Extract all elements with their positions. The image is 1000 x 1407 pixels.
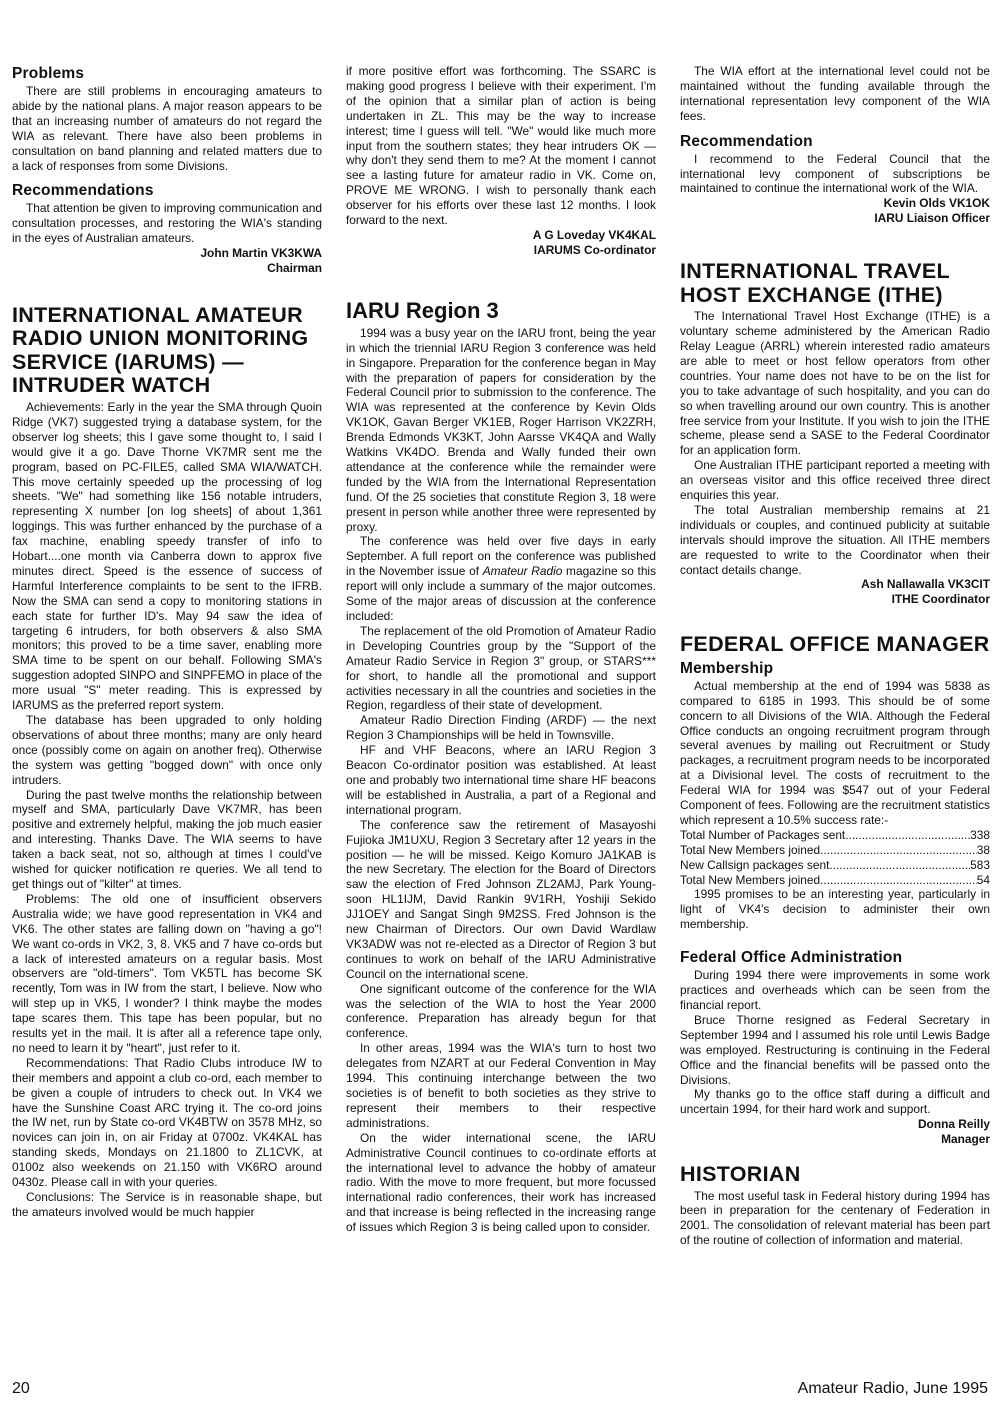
iaru-region3-heading: IARU Region 3 [346,297,499,323]
membership-paragraph: 1995 promises to be an interesting year, particularly in light of VK4's decision to administer their own membership. [680,887,990,932]
administration-paragraph: During 1994 there were improvements in some work practices and overheads which can be seen from the financial report. [680,968,990,1012]
iaru-paragraph: The conference was held over five days in early September. A full report on the conference was published in the November issue of Amateur Radio magazine so this report will only include a summary of the major outcomes. Some of the major areas of discussion at the conference included: [346,534,657,623]
recommendations-paragraph: That attention be given to improving communication and consultation processes, and restoring the WIA's standing in the eyes of Australian amateurs. [12,201,322,246]
iaru-paragraph: The replacement of the old Promotion of Amateur Radio in Developing Countries group by the "Support of the Amateur Radio Service in Region 3" group, or STARS*** for short, to handle all the promotional and support activities necessary in all the countries and societies in the Region, regardless of their state of development. [346,623,656,713]
signature-title: Manager [941,1132,990,1147]
page-number: 20 [12,1380,30,1397]
federal-office-manager-heading: FEDERAL OFFICE MANAGER [680,632,990,657]
historian-paragraph: The most useful task in Federal history during 1994 has been in preparation for the centenary of Federation in 2001. The consolidation of relevant material has been part of the routine of collection of information and material. [680,1188,990,1248]
iarums-paragraph: Problems: The old one of insufficient observers Australia wide; we have good representation in VK4 and VK6. The other states are falling down on "having a go"! We want co-ords in VK2, 3, 8. VK5 and 7 have co-ords but a lack of interested amateurs on a regular basis. Most observers are "old-timers". Tom VK5TL has become SK recently, Tom was in IW from the start, I believe. Now who will step up in VK5, I wonder? I think maybe the modes tape scares them. This tape has been popular, but no results yet in the mail. It is after all a reference tape only, no need to learn it by "heart", just refer to it. [12,891,322,1055]
problems-paragraph: There are still problems in encouraging amateurs to abide by the national plans. A major reason appears to be that an increasing number of amateurs do not regard the WIA as relevant. There have also been problems in consultation on band planning and related matters due to a lack of responses from some Divisions. [12,84,322,173]
signature-title: IARUMS Co-ordinator [533,242,656,257]
iaru-continued-paragraph: The WIA effort at the international level could not be maintained without the funding available through the international representation levy component of the WIA fees. [680,64,990,123]
administration-paragraph: Bruce Thorne resigned as Federal Secretary in September 1994 and I assumed his role until Lewis Badge was employed. Restructuring is continuing in the Federal Office and the financial benefits will be passed onto the Divisions. [680,1012,990,1087]
signature-name: John Martin VK3KWA [200,246,322,261]
signature-name: Donna Reilly [917,1117,990,1132]
iaru-paragraph: On the wider international scene, the IARU Administrative Council continues to co-ordinate efforts at the international level to advance the hobby of amateur radio. With the move to more frequent, but more focussed international radio conferences, their work has increased and that increase is being reflected in the increasing range of issues which Region 3 is being called upon to consider. [346,1130,656,1235]
administration-paragraph: My thanks go to the office staff during a difficult and uncertain 1994, for their hard work and support. [680,1087,990,1117]
stat-row: Total Number of Packages sent ..... 338 [680,828,990,843]
signature-name: Ash Nallawalla VK3CIT [861,577,990,592]
federal-office-administration-heading: Federal Office Administration [680,949,903,967]
iaru-paragraph: In other areas, 1994 was the WIA's turn to host two delegates from NZART at our Federal Convention in May 1994. This continuing interchange between the two societies is of benefit to both societies as they strive to represent their members to their respective administrations. [346,1041,656,1130]
column-1 [12,64,322,1220]
iaru-paragraph: One significant outcome of the conference for the WIA was the selection of the WIA to host the Year 2000 conference. Preparation has already begun for that conference. [346,981,656,1041]
recommendations-heading: Recommendations [12,182,154,200]
recommendation-paragraph: I recommend to the Federal Council that the international levy component of subscriptions be maintained to continue the international work of the WIA. [680,151,990,196]
column-3 [680,64,990,1248]
signature-title: Chairman [267,261,322,276]
historian-heading: HISTORIAN [680,1162,801,1187]
ithe-heading: INTERNATIONAL TRAVEL HOST EXCHANGE (ITHE) [680,259,950,307]
signature-title: ITHE Coordinator [891,592,990,607]
iarums-heading: INTERNATIONAL AMATEUR RADIO UNION MONITORING SERVICE (IARUMS) — INTRUDER WATCH [12,302,309,398]
ithe-paragraph: The International Travel Host Exchange (ITHE) is a voluntary scheme administered by the American Radio Relay League (ARRL) wherein interested radio amateurs are able to meet or host fellow operators from other countries. Your name does not have to be on the list for you to take advantage of such hospitality, and you can do so when travelling around our own country. This is another free service from your Institute. If you wish to join the ITHE scheme, please send a SASE to the Federal Coordinator for an application form. [680,309,990,458]
column-2 [346,64,656,1235]
magazine-title: Amateur Radio [482,564,563,579]
iaru-paragraph: HF and VHF Beacons, where an IARU Region 3 Beacon Co-ordinator position was established. At least one and probably two international time share HF beacons will be established in Australia, a part of a Regional and international program. [346,743,656,817]
iaru-paragraph: Amateur Radio Direction Finding (ARDF) — the next Region 3 Championships will be held in Townsville. [346,713,656,743]
iarums-paragraph: Conclusions: The Service is in reasonable shape, but the amateurs involved would be much happier [12,1190,322,1219]
publication-info: Amateur Radio, June 1995 [797,1380,988,1397]
signature-name: Kevin Olds VK1OK [883,196,990,211]
recruitment-stats [680,828,990,888]
iarums-paragraph: The database has been upgraded to only holding observations of about three months; many are only heard once (possibly come on again on another freq). Otherwise the system was getting "bogged down" with once only intruders. [12,713,322,787]
signature-title: IARU Liaison Officer [874,211,990,226]
signature-name: A G Loveday VK4KAL [532,227,656,242]
iarums-paragraph: Achievements: Early in the year the SMA through Quoin Ridge (VK7) suggested trying a database system, for the observer log sheets; this I gave some thought to, I said I would give it a go. Dave Thorne VK7MR sent me the program, based on PC-FILE5, called SMA WIA/WATCH. This move certainly speeded up the processing of log sheets. "We" had something like 156 notable intruders, representing X number [on log sheets] of about 1,361 loggings. This was further enhanced by the purchase of a fax machine, enabling speedy transfer of info to Hobart....one month via Canberra down to approx five minutes direct. Speed is the essence of success of Harmful Interference complaints to be sent to the IFRB. Now the SMA can send a copy to monitoring stations in each state for further ID's. May 94 saw the idea of targeting 6 intruders, for both observers & also SMA monitors; this proved to be a time saver, enabling more SMA time to be spent on our behalf. Following SMA's suggestion adopted SINPO and SINPFEMO in place of the more usual "S" meter reading. This is expressed by IARUMS as the preferred report system. [12,399,322,713]
iarums-continued-paragraph: if more positive effort was forthcoming. The SSARC is making good progress I believe with their experiment. I'm of the opinion that a similar plan of action is being undertaken in ZL. This may be the way to increase interest; time I guess will tell. "We" would like much more input from the southern states; they hear intruders OK — why don't they send them to me? At the moment I cannot see a lasting future for amateur radio in VK. Come on, PROVE ME WRONG. I wish to personally thank each observer for his efforts over these last 12 months. I look forward to the next. [346,64,656,228]
stat-row: Total New Members joined ..... 54 [680,873,990,888]
iarums-paragraph: During the past twelve months the relationship between myself and SMA, particularly Dave VK7MR, has been positive and extremely helpful, making the job much easier and interesting. Thanks Dave. The WIA seems to have taken a back seat, not so, although at times I could've wished for quicker notification re queries. We all tend to get things out of "kilter" at times. [12,787,322,891]
stat-row: New Callsign packages sent ..... 583 [680,858,990,873]
membership-paragraph: Actual membership at the end of 1994 was 5838 as compared to 6185 in 1993. This should be of some concern to all Divisions of the WIA. Although the Federal Office conducts an ongoing recruitment program through several avenues by mailing out Recruitment or Study packages, a recruitment program needs to be incorporated at a Divisional level. The costs of recruitment to the Federal WIA for 1994 was $547 out of your Federal Component of fees. Following are the recruitment statistics which represent a 10.5% success rate:- [680,678,990,827]
membership-heading: Membership [680,659,774,677]
stat-row: Total New Members joined ..... 38 [680,843,990,858]
ithe-paragraph: One Australian ITHE participant reported a meeting with an overseas visitor and this office received three direct enquiries this year. [680,458,990,503]
iaru-paragraph: 1994 was a busy year on the IARU front, being the year in which the triennial IARU Region 3 conference was held in Singapore. Preparation for the conference began in May with the preparation of papers for consideration by the Federal Council prior to submission to the conference. The WIA was represented at the conference by Kevin Olds VK1OK, Gavan Berger VK1EB, Roger Harrison VK2ZRH, Brenda Edmonds VK3KT, John Aarsse VK4QA and Wally Watkins VK4DO. Brenda and Wally funded their own attendance at the conference while the remainder were funded by the WIA from the International Representation fund. Of the 25 societies that constitute Region 3, 18 were present in person while another three were represented by proxy. [346,325,656,534]
recommendation-heading: Recommendation [680,132,813,150]
iaru-paragraph: The conference saw the retirement of Masayoshi Fujioka JM1UXU, Region 3 Secretary after 12 years in the position — he will be missed. Keigo Komuro JA1KAB is the new Secretary. The election for the Board of Directors saw the election of Fred Johnson ZL2AMJ, Park Young-soon HL1IJM, David Rankin 9V1RH, Yoshiji Sekido JJ1OEY and Sangat Singh 9M2SS. Fred Johnson is the new Chairman of Directors. Our own David Wardlaw VK3ADW was not re-elected as a Director of Region 3 but continues to work on behalf of the IARU Administrative Council on the international scene. [346,817,656,981]
ithe-paragraph: The total Australian membership remains at 21 individuals or couples, and continued publicity at suitable intervals should improve the situation. All ITHE members are requested to write to the Coordinator when their contact details change. [680,502,990,577]
iarums-paragraph: Recommendations: That Radio Clubs introduce IW to their members and appoint a club co-ord, each member to be given a couple of intruders to check out. In VK4 we have the Sunshine Coast ARC trying it. The co-ord joins the IW net, run by State co-ord VK4BTW on 3578 MHz, so novices can join in, on air Friday at 0700z. VK4KAL has standing skeds, Mondays on 21.1800 to ZL1CVK, at 0100z also weekends on 21.150 with VK6RO around 0430z. Please call in with your queries. [12,1055,322,1190]
problems-heading: Problems [12,65,85,82]
